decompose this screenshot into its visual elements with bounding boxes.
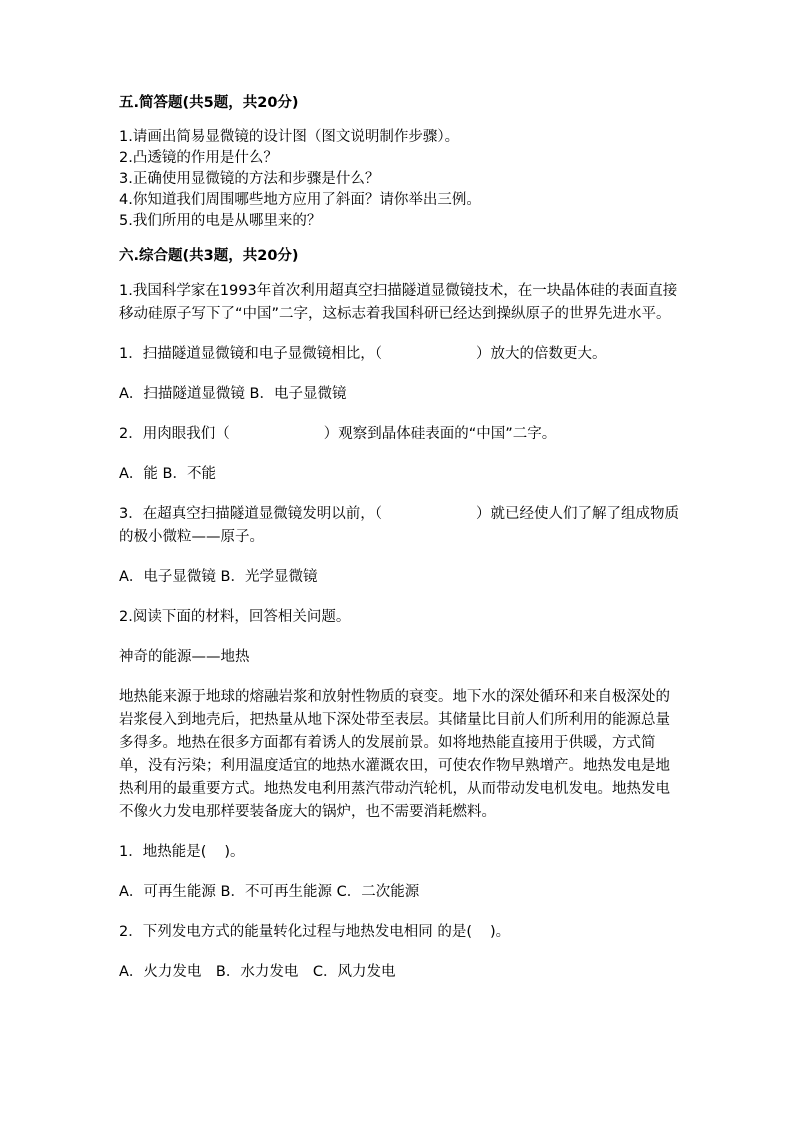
q1-sub1-post: ）放大的倍数更大。 — [475, 346, 607, 362]
q1-sub3-options: A．电子显微镜 B．光学显微镜 — [119, 569, 318, 585]
q2-sub2-post: )。 — [490, 924, 511, 940]
q1-intro: 1.我国科学家在1993年首次利用超真空扫描隧道显微镜技术，在一块晶体硅的表面直接移动硅原子写下了“中国”二字，这标志着我国科研已经达到操纵原子的世界先进水平。 — [119, 283, 678, 322]
q2-sub1-post: )。 — [224, 844, 245, 860]
exam-page — [119, 92, 679, 984]
list-item: 4.你知道我们周围哪些地方应用了斜面？请你举出三例。 — [119, 192, 481, 208]
q1-sub1 — [119, 343, 679, 366]
list-item: 3.正确使用显微镜的方法和步骤是什么？ — [119, 171, 380, 187]
q2-sub1 — [119, 841, 679, 864]
q1-sub2-pre: 2．用肉眼我们（ — [119, 426, 230, 442]
q1-sub2-options: A．能 B．不能 — [119, 466, 216, 482]
q2-sub2-options: A．火力发电 B．水力发电 C．风力发电 — [119, 964, 396, 980]
q2-sub2 — [119, 921, 679, 944]
q1-sub3 — [119, 503, 679, 549]
q1-sub2-post: ）观察到晶体硅表面的“中国”二字。 — [323, 426, 557, 442]
q2-passage: 地热能来源于地球的熔融岩浆和放射性物质的衰变。地下水的深处循环和来自极深处的岩浆侵入到地壳后，把热量从地下深处带至表层。其储量比目前人们所利用的能源总量多得多。地热在很多方面都有着诱人的发展前景。如将地热能直接用于供暖，方式简单，没有污染；利用温度适宜的地热水灌溉农田，可使农作物早熟增产。地热发电是地热利用的最重要方式。地热发电利用蒸汽带动汽轮机，从而带动发电机发电。地热发电不像火力发电那样要装备庞大的锅炉，也不需要消耗燃料。 — [119, 689, 670, 820]
q1-sub3-post: ）就已经使人们了解了组成物质的极小微粒——原子。 — [119, 506, 679, 545]
list-item: 1.请画出简易显微镜的设计图（图文说明制作步骤）。 — [119, 129, 460, 145]
section6-heading: 六.综合题(共3题，共20分) — [119, 248, 299, 264]
q2-title: 神奇的能源——地热 — [119, 649, 250, 665]
list-item: 2.凸透镜的作用是什么？ — [119, 150, 278, 166]
q2-sub1-options: A．可再生能源 B．不可再生能源 C．二次能源 — [119, 884, 420, 900]
q2-intro: 2.阅读下面的材料，回答相关问题。 — [119, 609, 351, 625]
q1-sub1-pre: 1．扫描隧道显微镜和电子显微镜相比，（ — [119, 346, 382, 362]
q1-sub3-pre: 3．在超真空扫描隧道显微镜发明以前，（ — [119, 506, 382, 522]
q1-sub2 — [119, 423, 679, 446]
section5-question-list — [119, 127, 679, 232]
q2-sub1-pre: 1．地热能是( — [119, 844, 207, 860]
section5-heading: 五.简答题(共5题，共20分) — [119, 95, 299, 111]
q1-sub1-options: A．扫描隧道显微镜 B．电子显微镜 — [119, 386, 347, 402]
list-item: 5.我们所用的电是从哪里来的？ — [119, 213, 322, 229]
q2-sub2-pre: 2．下列发电方式的能量转化过程与地热发电相同 的是( — [119, 924, 472, 940]
